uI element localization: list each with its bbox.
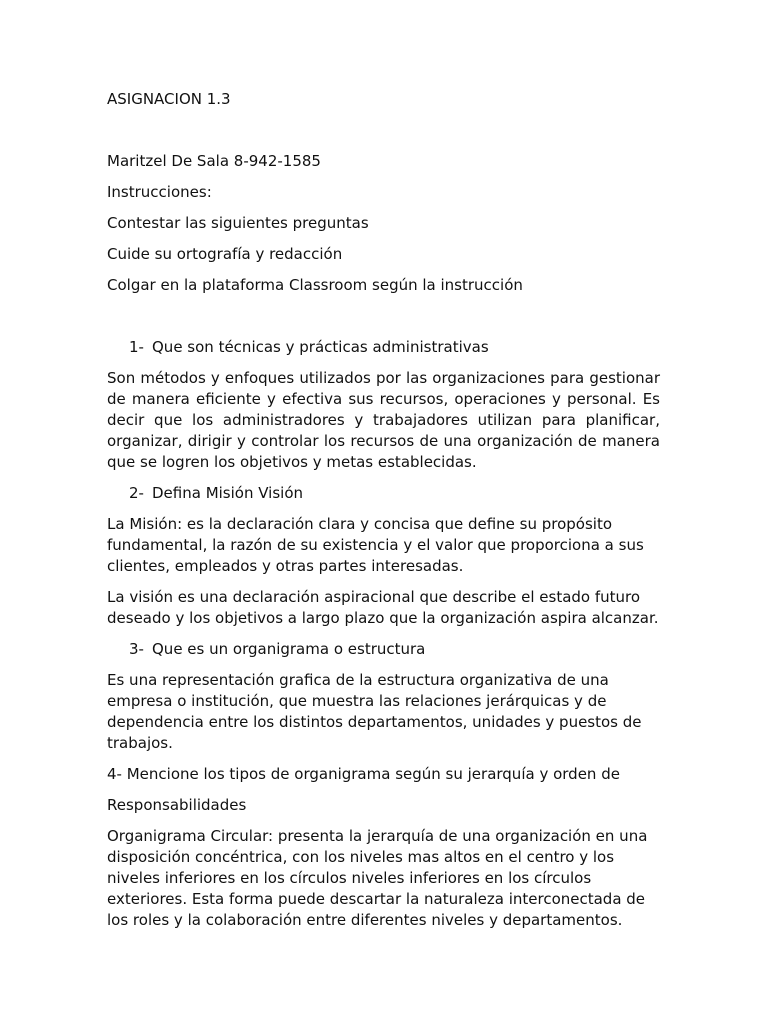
instruction-item: Colgar en la plataforma Classroom según la instrucción <box>107 276 523 294</box>
answer-4: Organigrama Circular: presenta la jerarquía de una organización en una disposición concéntrica, con los niveles mas altos en el centro y los niveles inferiores en los círculos niveles inferiores en los círculos exteriores. Esta forma puede descartar la naturaleza interconectada de los roles y la colaboración entre diferentes niveles y departamentos. <box>107 827 648 929</box>
document-title: ASIGNACION 1.3 <box>107 90 231 108</box>
answer-2-mision: La Misión: es la declaración clara y concisa que define su propósito fundamental, la razón de su existencia y el valor que proporciona a sus clientes, empleados y otras partes interesadas. <box>107 515 644 575</box>
question-text: Que son técnicas y prácticas administrativas <box>152 338 489 356</box>
author-line: Maritzel De Sala 8-942-1585 <box>107 152 321 170</box>
question-text: Defina Misión Visión <box>152 484 304 502</box>
instruction-item: Cuide su ortografía y redacción <box>107 245 343 263</box>
question-1 <box>129 337 660 358</box>
document-page <box>107 89 660 941</box>
question-number: 3- <box>129 640 144 658</box>
answer-1: Son métodos y enfoques utilizados por las organizaciones para gestionar de manera eficiente y efectiva sus recursos, operaciones y personal. Es decir que los administradores y trabajadores utilizan para planificar, organizar, dirigir y controlar los recursos de una organización de manera que se logren los objetivos y metas establecidas. <box>107 369 660 471</box>
question-3 <box>129 639 660 660</box>
question-number: 1- <box>129 338 144 356</box>
instruction-item: Contestar las siguientes preguntas <box>107 214 369 232</box>
answer-3: Es una representación grafica de la estructura organizativa de una empresa o institución, que muestra las relaciones jerárquicas y de dependencia entre los distintos departamentos, unidades y puestos de trabajos. <box>107 671 642 752</box>
answer-2-vision: La visión es una declaración aspiracional que describe el estado futuro deseado y los objetivos a largo plazo que la organización aspira alcanzar. <box>107 588 659 627</box>
question-4-line1: 4- Mencione los tipos de organigrama según su jerarquía y orden de <box>107 765 620 783</box>
question-4-line2: Responsabilidades <box>107 796 247 814</box>
instructions-label: Instrucciones: <box>107 183 212 201</box>
question-number: 2- <box>129 484 144 502</box>
question-text: Que es un organigrama o estructura <box>152 640 426 658</box>
question-2 <box>129 483 660 504</box>
